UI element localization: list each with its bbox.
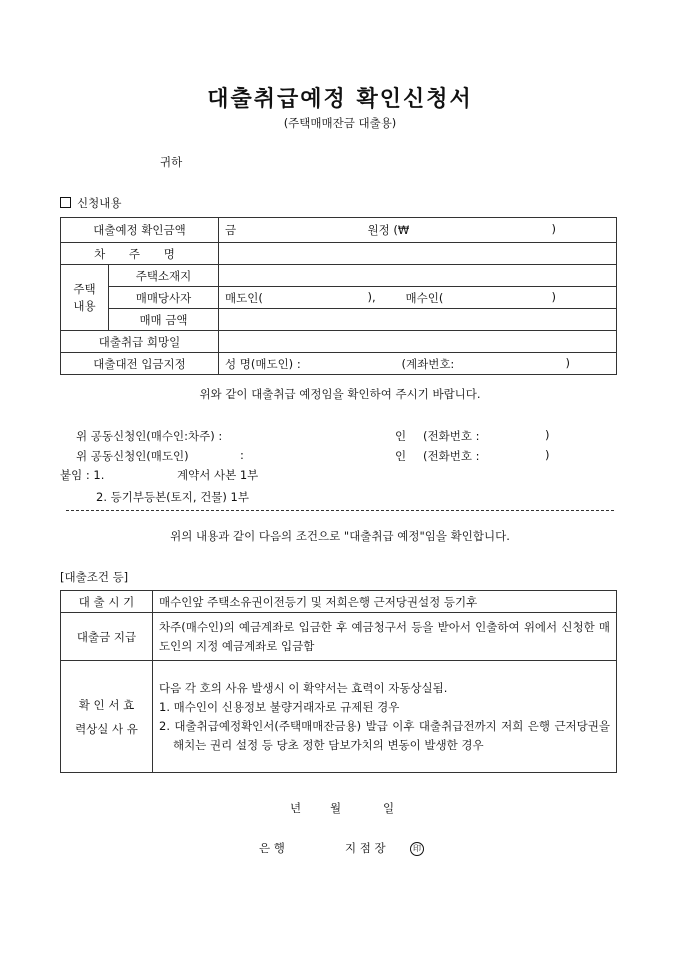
deposit-label: 대출대전 입금지정: [61, 353, 219, 375]
condition-label: 대 출 시 기: [61, 591, 153, 613]
price-label: 매매 금액: [109, 309, 219, 331]
page-title: 대출취급예정 확인신청서: [207, 87, 473, 112]
phone-label: (전화번호 :: [423, 429, 480, 443]
condition-text: 다음 각 호의 사유 발생시 이 확약서는 효력이 자동상실됨. 1. 매수인이 신용정보 불량거래자로 규제된 경우 2. 대출취급예정확인서(주택매매잔금용) 발급 이후 대출취급전까지 저희 은행 근저당권을 해치는 권리 설정 등 당초 정한 담보가치의 변동이 발생한 경우: [153, 661, 617, 773]
condition-label: 확 인 서 효력상실 사 유: [61, 661, 153, 773]
page-subtitle: (주택매매잔금 대출용): [283, 116, 397, 130]
section-header: [60, 195, 121, 211]
address-label: 주택소재지: [109, 265, 219, 287]
seal-icon: 印: [410, 842, 424, 856]
phone-close: ): [545, 448, 550, 462]
branch-manager: 지 점 장: [345, 841, 386, 855]
borrower-field[interactable]: [219, 243, 617, 265]
address-field[interactable]: [219, 265, 617, 287]
bank-name: 은 행: [259, 841, 285, 855]
condition-label: 대출금 지급: [61, 613, 153, 661]
seal-mark: 인: [395, 429, 407, 443]
house-label: 주택 내용: [61, 265, 109, 331]
date-field[interactable]: [219, 331, 617, 353]
date-label: 대출취급 희망일: [61, 331, 219, 353]
applicant-seller: 위 공동신청인(매도인) :: [76, 448, 244, 463]
parties-label: 매매당사자: [109, 287, 219, 309]
condition-text: 매수인앞 주택소유권이전등기 및 저희은행 근저당권설정 등기후: [153, 591, 617, 613]
date-year: 년: [290, 801, 302, 815]
applicant-buyer: 위 공동신청인(매수인:차주) :: [76, 429, 223, 443]
date-day: 일: [383, 801, 395, 815]
request-sentence: 위와 같이 대출취급 예정임을 확인하여 주시기 바랍니다.: [199, 387, 481, 401]
conditions-label: [대출조건 등]: [60, 570, 129, 584]
phone-close: ): [545, 428, 550, 442]
phone-label: (전화번호 :: [423, 449, 480, 463]
attachments-label: 붙임 : 1.: [60, 468, 105, 482]
borrower-label: 차 주 명: [61, 243, 219, 265]
condition-text: 차주(매수인)의 예금계좌로 입금한 후 예금청구서 등을 받아서 인출하여 위에서 신청한 매도인의 지정 예금계좌로 입금함: [153, 613, 617, 661]
price-field[interactable]: [219, 309, 617, 331]
cut-line: [66, 510, 614, 511]
seal-mark: 인: [395, 449, 407, 463]
deposit-field[interactable]: 성 명(매도인) : (계좌번호: ): [219, 353, 617, 375]
recipient: 귀하: [160, 155, 183, 169]
section-label: 신청내용: [77, 196, 122, 210]
amount-field[interactable]: 금 원정 (₩ ): [219, 218, 617, 243]
checkbox-icon: [60, 197, 71, 208]
conditions-table: [60, 590, 617, 773]
amount-label: 대출예정 확인금액: [61, 218, 219, 243]
confirm-sentence: 위의 내용과 같이 다음의 조건으로 "대출취급 예정"임을 확인합니다.: [170, 529, 510, 543]
application-table: [60, 217, 617, 375]
attachment-item: 계약서 사본 1부: [177, 468, 259, 482]
attachment-item: 2. 등기부등본(토지, 건물) 1부: [96, 490, 249, 504]
date-month: 월: [330, 801, 342, 815]
parties-field[interactable]: 매도인( ), 매수인( ): [219, 287, 617, 309]
